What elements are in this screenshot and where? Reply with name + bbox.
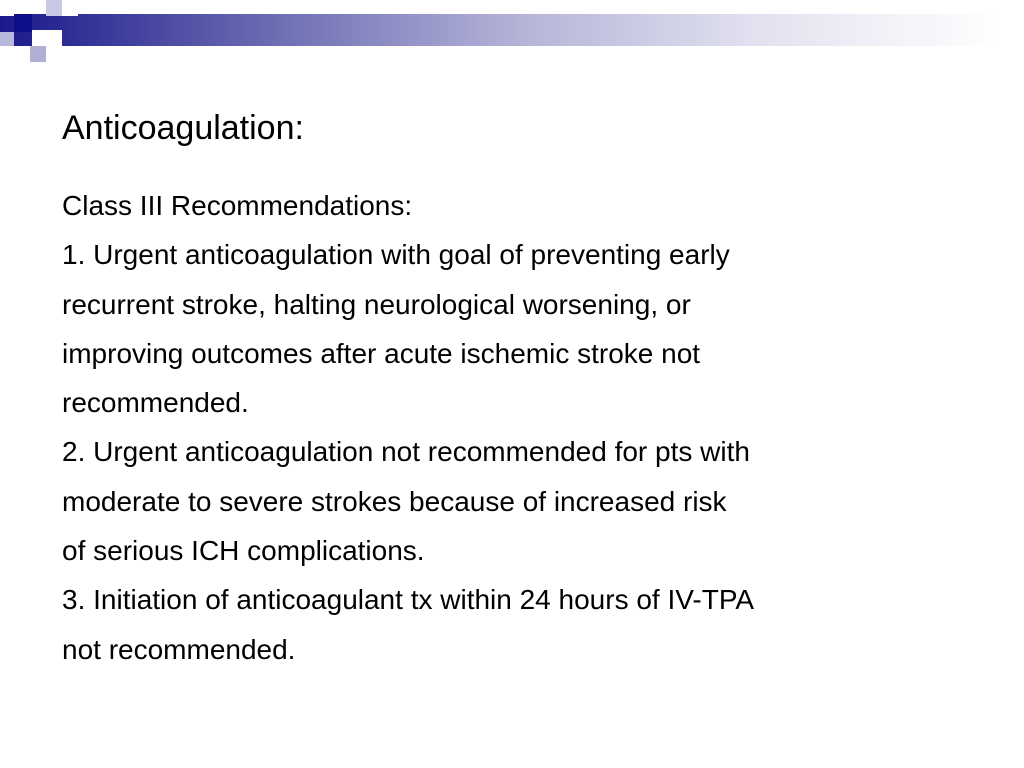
decor-square <box>30 46 46 62</box>
decor-square <box>46 30 62 46</box>
slide-body <box>62 181 962 674</box>
header-gradient-band <box>0 14 1024 46</box>
decor-square <box>0 32 14 46</box>
body-line: not recommended. <box>62 633 296 665</box>
body-line: 2. Urgent anticoagulation not recommended for pts with <box>62 436 750 468</box>
decor-square <box>14 14 32 32</box>
body-line: 3. Initiation of anticoagulant tx within 24 hours of IV-TPA <box>62 584 755 616</box>
body-line: recurrent stroke, halting neurological worsening, or <box>62 288 691 320</box>
body-line: recommended. <box>62 387 249 419</box>
body-line: moderate to severe strokes because of increased risk <box>62 485 727 517</box>
decor-square <box>46 0 62 16</box>
decor-square <box>62 0 78 16</box>
body-line-subheading: Class III Recommendations: <box>62 190 413 221</box>
body-line: improving outcomes after acute ischemic stroke not <box>62 337 701 369</box>
body-line: of serious ICH complications. <box>62 535 425 567</box>
body-line: 1. Urgent anticoagulation with goal of preventing early <box>62 239 730 271</box>
slide-title: Anticoagulation: <box>62 109 304 147</box>
